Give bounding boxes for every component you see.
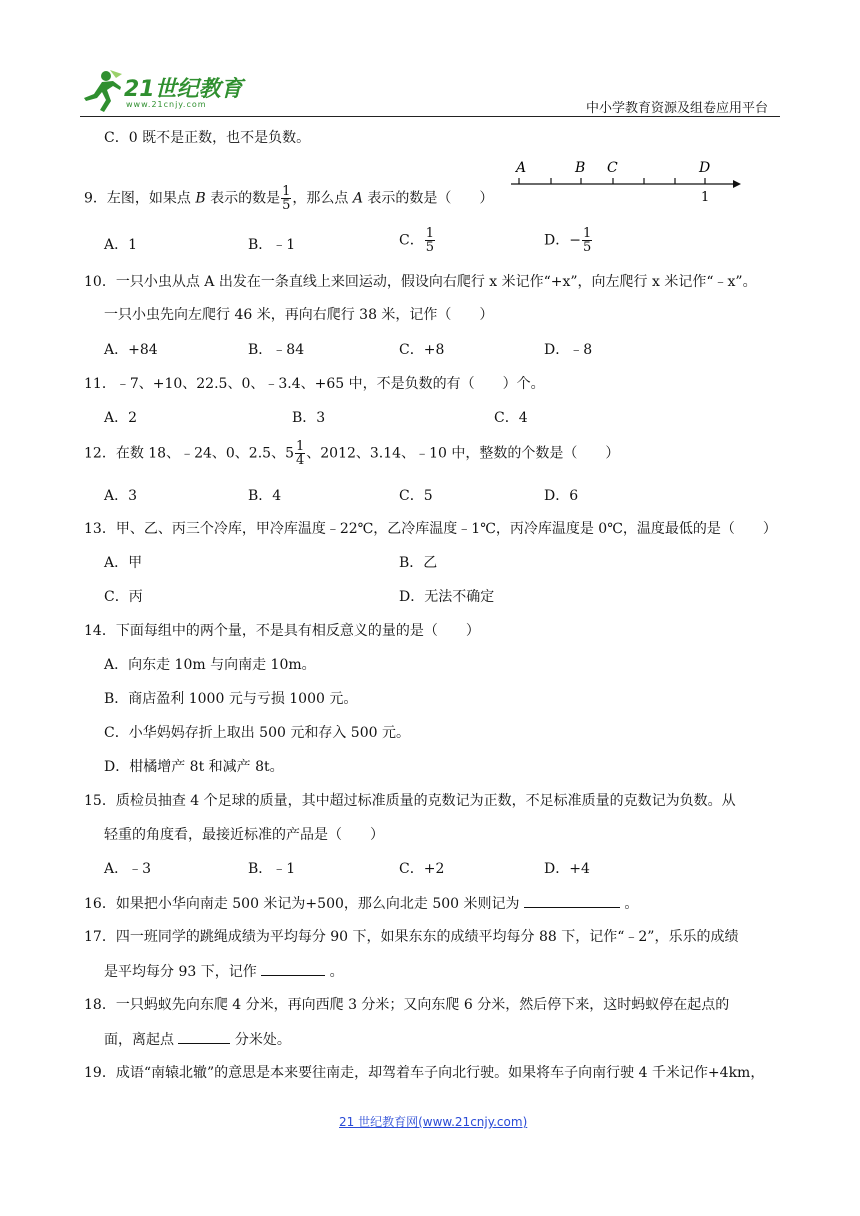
question-14: 14．下面每组中的两个量，不是具有相反意义的量的是（ ） <box>84 623 480 639</box>
answer-blank[interactable] <box>178 1029 230 1044</box>
q12-option-d: D．6 <box>544 488 579 504</box>
q15-option-c: C．+2 <box>399 861 445 877</box>
q11-option-a: A．2 <box>104 410 138 426</box>
q15-option-d: D．+4 <box>544 861 590 877</box>
question-15-line-1: 15．质检员抽查 4 个足球的质量，其中超过标准质量的克数记为正数，不足标准质量的克数记为负数。从 <box>84 793 736 809</box>
numberline-label-d: D <box>699 160 711 176</box>
question-11: 11．﹣7、+10、22.5、0、﹣3.4、+65 中，不是负数的有（ ）个。 <box>84 376 545 392</box>
q9-option-c: C． $\frac{1}{5}$ <box>399 226 434 255</box>
question-17-line-1: 17．四一班同学的跳绳成绩为平均每分 90 下，如果东东的成绩平均每分 88 下，记作“﹣2”，乐乐的成绩 <box>84 929 739 945</box>
logo-subtext: www.21cnjy.com <box>126 100 207 109</box>
q10-option-c: C．+8 <box>399 342 445 358</box>
q11-option-c: C．4 <box>494 410 528 426</box>
q8-option-c: C．0 既不是正数，也不是负数。 <box>104 130 311 146</box>
fraction: $\frac{1}{4}$ <box>295 439 305 468</box>
q13-option-b: B．乙 <box>399 555 438 571</box>
q13-option-c: C．丙 <box>104 589 143 605</box>
q9-option-d: D．− $\frac{1}{5}$ <box>544 226 592 255</box>
question-12: 12．在数 18、﹣24、0、2.5、5 $\frac{1}{4}$ 、2012、3.14、﹣10 中，整数的个数是（ ） <box>84 439 620 468</box>
q15-option-b: B．﹣1 <box>248 861 296 877</box>
fraction: $\frac{1}{5}$ <box>282 184 291 213</box>
q13-option-d: D．无法不确定 <box>399 589 495 605</box>
runner-logo-icon <box>80 68 124 114</box>
q13-option-a: A．甲 <box>104 555 143 571</box>
numberline-label-c: C <box>607 160 618 176</box>
q10-option-a: A．+84 <box>104 342 158 358</box>
q12-option-a: A．3 <box>104 488 138 504</box>
logo-text: 21世纪教育 <box>124 77 243 102</box>
question-18-line-2: 面，离起点 分米处。 <box>104 1029 291 1050</box>
q15-option-a: A．﹣3 <box>104 861 152 877</box>
numberline-label-b: B <box>575 160 586 176</box>
q9-option-a: A．1 <box>104 237 138 253</box>
answer-blank[interactable] <box>524 893 620 908</box>
q14-option-b: B．商店盈利 1000 元与亏损 1000 元。 <box>104 691 358 707</box>
q14-option-c: C．小华妈妈存折上取出 500 元和存入 500 元。 <box>104 725 410 741</box>
number-line-figure <box>505 156 745 204</box>
q14-option-a: A．向东走 10m 与向南走 10m。 <box>104 657 316 673</box>
q12-option-b: B．4 <box>248 488 282 504</box>
q10-option-b: B．﹣84 <box>248 342 305 358</box>
numberline-tick-one: 1 <box>701 190 710 204</box>
q12-option-c: C．5 <box>399 488 433 504</box>
question-16: 16．如果把小华向南走 500 米记为+500，那么向北走 500 米则记为 。 <box>84 893 638 914</box>
q9-option-b: B．﹣1 <box>248 237 296 253</box>
question-18-line-1: 18．一只蚂蚁先向东爬 4 分米，再向西爬 3 分米；又向东爬 6 分米，然后停下来，这时蚂蚁停在起点的 <box>84 997 730 1013</box>
footer-link[interactable]: 21 世纪教育网(www.21cnjy.com) <box>339 1115 528 1129</box>
question-10-line-1: 10．一只小虫从点 A 出发在一条直线上来回运动，假设向右爬行 x 米记作“+x”，向左爬行 x 米记作“﹣x”。 <box>84 274 757 290</box>
platform-title: 中小学教育资源及组卷应用平台 <box>586 101 769 116</box>
q14-option-d: D．柑橘增产 8t 和减产 8t。 <box>104 759 284 775</box>
site-logo[interactable] <box>80 68 260 116</box>
question-17-line-2: 是平均每分 93 下，记作 。 <box>104 961 344 982</box>
question-10-line-2: 一只小虫先向左爬行 46 米，再向右爬行 38 米，记作（ ） <box>104 307 494 323</box>
question-9: 9．左图，如果点 B 表示的数是 $\frac{1}{5}$ ，那么点 A 表示的数是（ ） <box>84 184 494 213</box>
header-divider <box>80 116 780 117</box>
q10-option-d: D．﹣8 <box>544 342 593 358</box>
answer-blank[interactable] <box>261 961 325 976</box>
question-19-line-1: 19．成语“南辕北辙”的意思是本来要往南走，却驾着车子向北行驶。如果将车子向南行驶 4 千米记作+4km， <box>84 1065 765 1081</box>
q11-option-b: B．3 <box>292 410 326 426</box>
question-13: 13．甲、乙、丙三个冷库，甲冷库温度﹣22℃，乙冷库温度﹣1℃，丙冷库温度是 0℃，温度最低的是（ ） <box>84 521 777 537</box>
question-15-line-2: 轻重的角度看，最接近标准的产品是（ ） <box>104 827 384 843</box>
numberline-label-a: A <box>516 160 527 176</box>
